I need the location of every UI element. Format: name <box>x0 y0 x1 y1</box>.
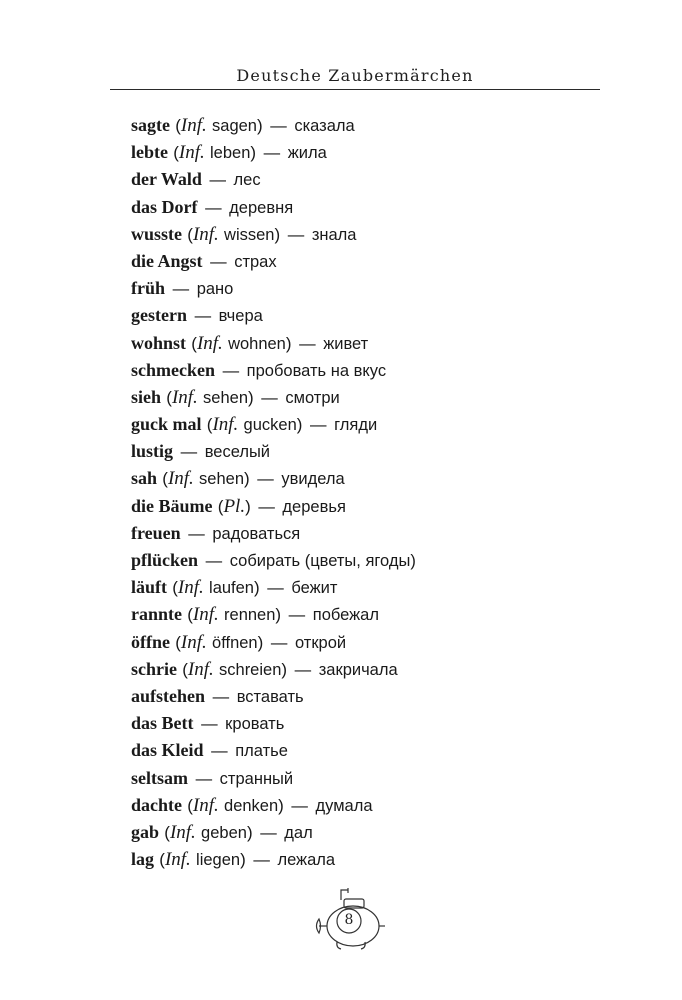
russian-translation: пробовать на вкус <box>246 361 387 380</box>
vocab-entry: lag (Inf. liegen) — лежала <box>131 849 336 871</box>
infinitive-form: rennen <box>224 606 276 625</box>
german-term: sah <box>131 468 158 489</box>
russian-translation: гляди <box>334 416 378 435</box>
russian-translation: страх <box>234 252 277 271</box>
running-header: Deutsche Zaubermärchen <box>236 66 474 85</box>
grammar-label: Inf. <box>187 658 214 680</box>
german-term: pflücken <box>131 550 199 570</box>
grammar-label: Inf. <box>192 223 219 245</box>
russian-translation: вчера <box>218 307 263 326</box>
infinitive-form: geben <box>201 823 247 842</box>
vocab-entry: der Wald — лес <box>131 169 261 190</box>
vocab-entry: früh — рано <box>131 278 234 299</box>
infinitive-form: öffnen <box>212 633 258 652</box>
german-term: dachte <box>131 794 182 815</box>
german-term: rannte <box>131 604 182 625</box>
vocab-entry: pflücken — собирать (цветы, ягоды) <box>131 550 416 570</box>
german-term: öffne <box>131 631 170 652</box>
vocab-entry: das Bett — кровать <box>131 713 285 734</box>
russian-translation: знала <box>311 225 357 244</box>
german-term: lebte <box>131 142 168 163</box>
infinitive-form: denken <box>224 796 279 815</box>
vocab-entry: die Bäume (Pl.) — деревья <box>131 495 346 517</box>
vocab-entry: rannte (Inf. rennen) — побежал <box>131 604 379 626</box>
russian-translation: смотри <box>285 388 340 407</box>
infinitive-form: liegen <box>196 851 241 870</box>
infinitive-form: wohnen <box>228 334 286 353</box>
vocab-entry: wohnst (Inf. wohnen) — живет <box>131 332 369 354</box>
vocab-entry: schmecken — пробовать на вкус <box>131 359 387 380</box>
russian-translation: лес <box>233 171 261 190</box>
grammar-label: Inf. <box>180 115 207 136</box>
vocab-entry: läuft (Inf. laufen) — бежит <box>131 577 338 599</box>
german-term: läuft <box>131 577 167 598</box>
russian-translation: собирать (цветы, ягоды) <box>229 552 416 570</box>
infinitive-form: leben <box>210 144 251 163</box>
vocab-entry: aufstehen — вставать <box>131 685 304 706</box>
grammar-label: Inf. <box>171 386 198 408</box>
russian-translation: деревня <box>229 198 294 217</box>
vocab-entry: wusste (Inf. wissen) — знала <box>131 223 357 245</box>
german-term: lag <box>131 849 155 870</box>
grammar-label: Inf. <box>196 332 223 354</box>
russian-translation: закричала <box>318 660 398 679</box>
german-term: sieh <box>131 386 162 407</box>
vocab-entry: gestern — вчера <box>131 305 263 326</box>
vocab-entry: dachte (Inf. denken) — думала <box>131 794 373 816</box>
grammar-label: Pl. <box>223 495 246 517</box>
german-term: lustig <box>131 441 174 462</box>
german-term: sagte <box>131 115 170 135</box>
russian-translation: сказала <box>294 117 355 135</box>
grammar-label: Inf. <box>180 631 207 653</box>
page-number: 8 <box>344 912 354 928</box>
german-term: wusste <box>131 223 183 244</box>
german-term: gab <box>131 821 160 842</box>
german-term: wohnst <box>131 332 187 353</box>
vocab-entry: öffne (Inf. öffnen) — открой <box>131 631 347 653</box>
german-term: früh <box>131 278 166 299</box>
vocab-entry: lebte (Inf. leben) — жила <box>131 142 327 164</box>
infinitive-form: sehen <box>199 470 245 489</box>
russian-translation: лежала <box>277 851 336 870</box>
german-term: das Kleid <box>131 740 204 761</box>
russian-translation: веселый <box>204 443 271 462</box>
grammar-label: Inf. <box>164 849 191 871</box>
infinitive-form: sehen <box>203 388 249 407</box>
grammar-label: Inf. <box>212 414 239 436</box>
vocab-entry: gab (Inf. geben) — дал <box>131 821 313 843</box>
grammar-label: Inf. <box>169 821 196 843</box>
vocab-entry: schrie (Inf. schreien) — закричала <box>131 658 398 680</box>
russian-translation: живет <box>323 334 369 353</box>
vocab-entry: lustig — веселый <box>131 441 271 462</box>
german-term: der Wald <box>131 169 202 190</box>
infinitive-form: schreien <box>219 660 282 679</box>
german-term: schrie <box>131 658 177 679</box>
grammar-label: Inf. <box>192 604 219 626</box>
russian-translation: дал <box>284 823 313 842</box>
grammar-label: Inf. <box>192 794 219 816</box>
russian-translation: странный <box>219 769 294 788</box>
vocab-entry: das Dorf — деревня <box>131 196 294 217</box>
german-term: die Bäume <box>131 495 213 516</box>
grammar-label: Inf. <box>177 577 204 599</box>
infinitive-form: gucken <box>243 416 297 435</box>
russian-translation: платье <box>235 742 288 761</box>
russian-translation: открой <box>294 633 347 652</box>
vocab-entry: seltsam — странный <box>131 767 294 788</box>
russian-translation: вставать <box>236 687 304 706</box>
vocab-entry: guck mal (Inf. gucken) — гляди <box>131 414 378 436</box>
german-term: schmecken <box>131 359 215 380</box>
vocab-entry: sieh (Inf. sehen) — смотри <box>131 386 340 408</box>
russian-translation: жила <box>287 144 327 163</box>
vocab-entry: freuen — радоваться <box>131 522 301 543</box>
grammar-label: Inf. <box>167 468 194 490</box>
infinitive-form: sagen <box>212 117 257 135</box>
header-rule <box>110 89 600 90</box>
german-term: seltsam <box>131 767 188 788</box>
russian-translation: радоваться <box>212 524 301 543</box>
infinitive-form: wissen <box>224 225 275 244</box>
german-term: freuen <box>131 522 181 543</box>
vocab-entry: das Kleid — платье <box>131 740 288 761</box>
russian-translation: кровать <box>225 715 285 734</box>
grammar-label: Inf. <box>178 142 205 164</box>
russian-translation: увидела <box>281 470 345 489</box>
german-term: das Bett <box>131 713 194 734</box>
vocab-entry: die Angst — страх <box>131 250 277 271</box>
german-term: gestern <box>131 305 187 326</box>
german-term: guck mal <box>131 414 202 435</box>
infinitive-form: laufen <box>209 579 254 598</box>
german-term: die Angst <box>131 250 203 271</box>
german-term: aufstehen <box>131 685 206 706</box>
vocabulary-list <box>131 112 416 873</box>
russian-translation: побежал <box>312 606 379 625</box>
vocab-entry: sah (Inf. sehen) — увидела <box>131 468 345 490</box>
russian-translation: бежит <box>291 579 338 598</box>
russian-translation: деревья <box>282 497 346 516</box>
german-term: das Dorf <box>131 196 198 217</box>
russian-translation: рано <box>196 280 234 299</box>
vocab-entry: sagte (Inf. sagen) — сказала <box>131 115 355 136</box>
russian-translation: думала <box>315 796 373 815</box>
